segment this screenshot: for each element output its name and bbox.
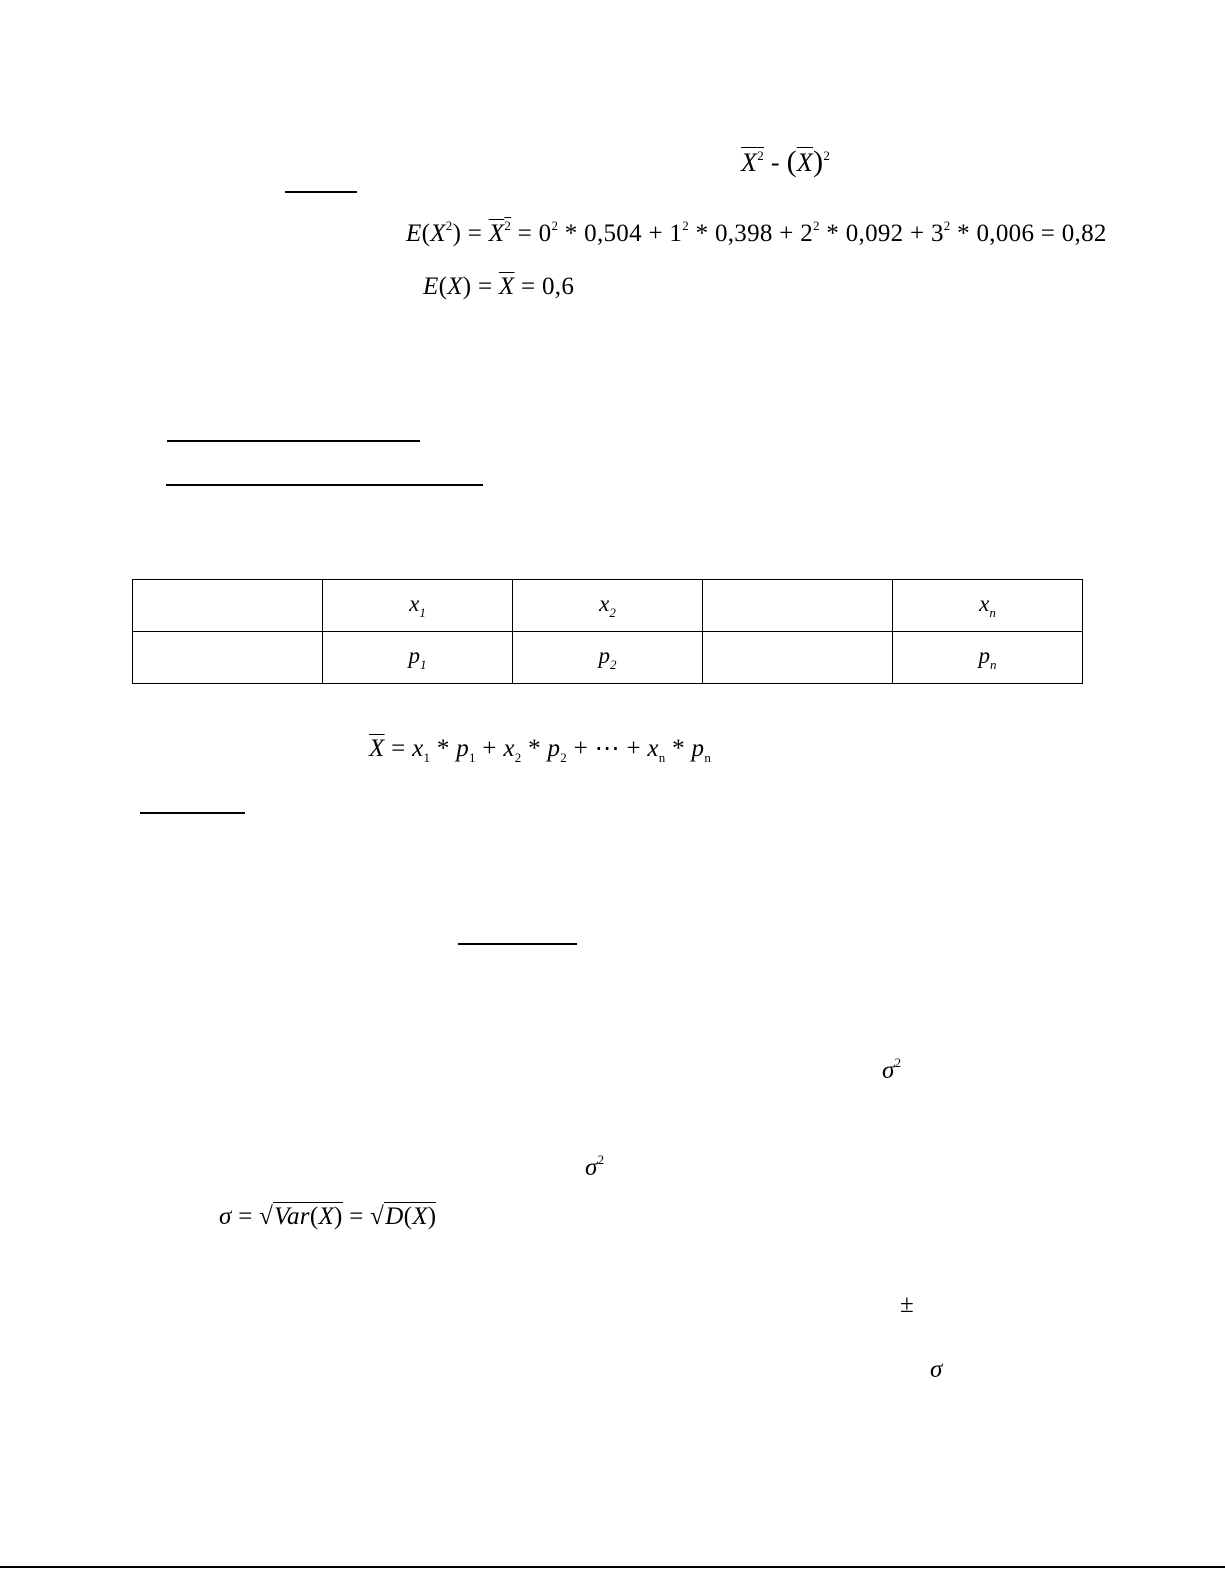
table-cell <box>133 632 323 684</box>
underline-3 <box>166 484 483 486</box>
sigma-squared-symbol: $\sigma^2$ <box>585 1152 605 1181</box>
table-cell: $p_2$ <box>513 632 703 684</box>
page-bottom-rule <box>0 1566 1225 1568</box>
table-cell: $p_1$ <box>323 632 513 684</box>
standard-deviation-formula: σ = √Var(X) = √D(X) <box>219 1203 437 1230</box>
variance-formula-rhs: $X^2 - (\overline{X})^2$ <box>741 145 831 178</box>
table-row-values <box>133 580 1083 632</box>
underline-5 <box>458 943 577 945</box>
table-cell: $x_n$ <box>893 580 1083 632</box>
underline-4 <box>140 812 245 814</box>
mean-formula: $\overline{X} = x_1 * p_1 + x_2 * p_2$ + ⋯ + $x_n * p_n$ <box>369 735 712 765</box>
expectation-x-squared-formula: $E(X^2) = X^2 = 0^2 * 0,504 + 1^2 * 0,398 + 2^2 * 0,092 + 3^2 * 0,006 = 0,82$ <box>406 218 1107 247</box>
sigma-symbol: σ <box>930 1356 943 1383</box>
distribution-table <box>132 579 1083 684</box>
expectation-x-formula: $E(X) = \overline{X} = 0,6$ <box>423 273 575 300</box>
table-cell: $x_2$ <box>513 580 703 632</box>
table-row-probabilities <box>133 632 1083 684</box>
sigma-squared-symbol: $\sigma^2$ <box>882 1055 902 1084</box>
plus-minus-symbol: ± <box>900 1291 915 1318</box>
x-symbol: X <box>741 148 758 177</box>
table-cell: $x_1$ <box>323 580 513 632</box>
table-cell: $p_n$ <box>893 632 1083 684</box>
underline-2 <box>167 440 420 442</box>
table-cell <box>703 632 893 684</box>
table-cell <box>133 580 323 632</box>
underline-1 <box>285 191 357 193</box>
table-cell <box>703 580 893 632</box>
